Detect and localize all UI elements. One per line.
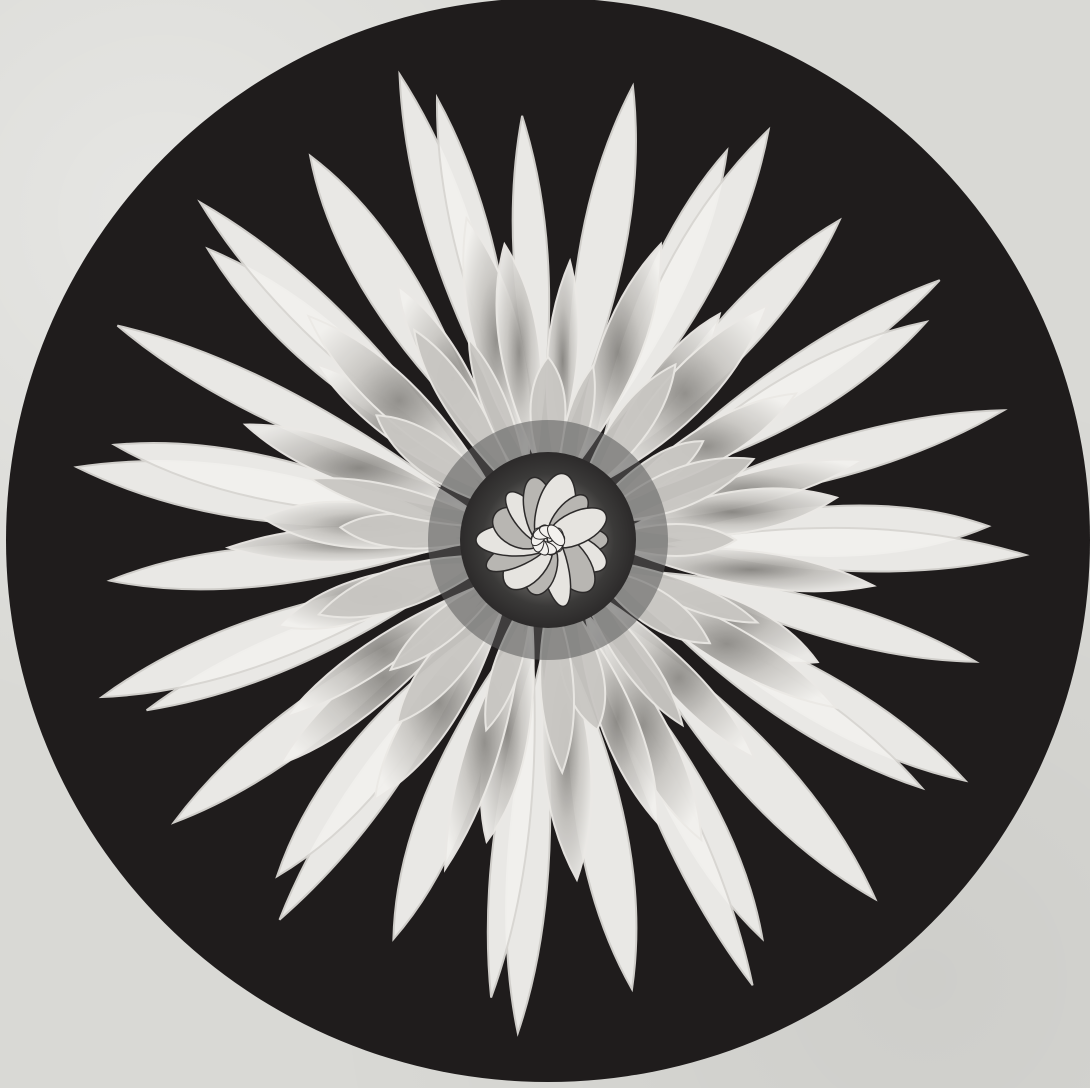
flower-center — [428, 420, 668, 660]
